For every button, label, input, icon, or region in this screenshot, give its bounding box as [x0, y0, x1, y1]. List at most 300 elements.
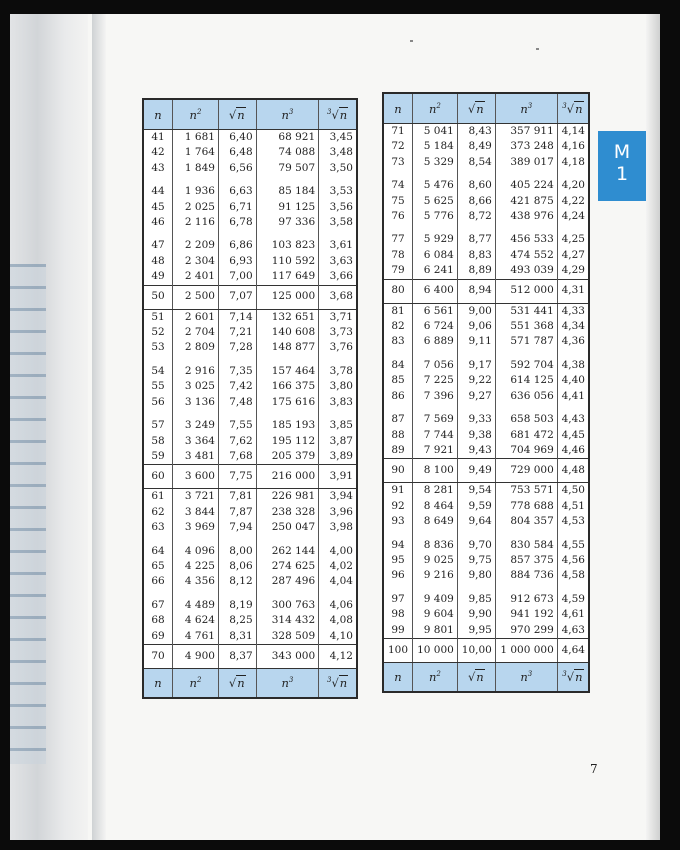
table-row	[383, 174, 589, 193]
cell-n-squared: 3 025	[173, 379, 219, 394]
table-row	[383, 623, 589, 639]
table-row	[143, 269, 357, 285]
cell-n-squared: 3 600	[173, 465, 219, 489]
cell-n-squared: 3 364	[173, 434, 219, 449]
cell-square-root: 8,25	[218, 613, 256, 628]
table-row	[143, 644, 357, 668]
cell-n: 57	[143, 414, 173, 433]
cell-n: 41	[143, 130, 173, 146]
cell-n: 59	[143, 449, 173, 465]
cell-n: 51	[143, 309, 173, 325]
cell-n-cubed: 343 000	[256, 644, 319, 668]
cell-square-root: 7,55	[218, 414, 256, 433]
cell-n: 80	[383, 279, 413, 303]
cell-cube-root: 4,10	[329, 629, 353, 642]
cell-square-root: 9,80	[457, 568, 495, 587]
cell-n-squared: 3 481	[173, 449, 219, 465]
cell-n-cubed: 300 763	[256, 594, 319, 613]
table-row	[143, 449, 357, 465]
table-row	[143, 200, 357, 215]
cell-n-squared: 7 225	[413, 373, 458, 388]
cell-square-root: 7,81	[218, 489, 256, 505]
cell-cube-root: 3,87	[329, 434, 353, 447]
cell-n-squared: 2 601	[173, 309, 219, 325]
table-row	[143, 395, 357, 414]
cell-n-cubed: 195 112	[256, 434, 319, 449]
table-row	[383, 499, 589, 514]
cell-square-root: 8,72	[457, 209, 495, 228]
cell-cube-root: 3,76	[329, 341, 353, 354]
table-row	[143, 520, 357, 539]
cell-square-root: 6,56	[218, 161, 256, 180]
cell-n-squared: 9 604	[413, 607, 458, 622]
cell-n: 60	[143, 465, 173, 489]
cell-n-cubed: 421 875	[495, 194, 557, 209]
cell-n: 64	[143, 540, 173, 559]
cell-n-squared: 2 304	[173, 254, 219, 269]
cell-n-squared: 4 356	[173, 574, 219, 593]
cell-square-root: 8,06	[218, 559, 256, 574]
table-row	[143, 130, 357, 146]
cell-n: 75	[383, 194, 413, 209]
cell-cube-root: 3,68	[319, 285, 357, 309]
table-row	[143, 309, 357, 325]
cell-cube-root: 4,00	[329, 544, 353, 557]
cell-square-root: 9,70	[457, 534, 495, 553]
cell-n-squared: 1 936	[173, 180, 219, 199]
page-edge	[646, 14, 660, 840]
cell-n-squared: 8 100	[413, 459, 458, 483]
cell-square-root: 9,49	[457, 459, 495, 483]
cell-n: 66	[143, 574, 173, 593]
cell-n-squared: 6 889	[413, 334, 458, 353]
table-row	[383, 209, 589, 228]
table-row	[143, 505, 357, 520]
cell-n-squared: 7 056	[413, 354, 458, 373]
cell-cube-root: 4,02	[329, 559, 353, 572]
cell-n-cubed: 91 125	[256, 200, 319, 215]
cell-n: 71	[383, 124, 413, 140]
chapter-tab-number: 1	[615, 163, 629, 185]
cell-n: 81	[383, 303, 413, 319]
table-row	[143, 145, 357, 160]
cell-n-squared: 7 569	[413, 408, 458, 427]
cell-cube-root: 3,58	[329, 216, 353, 229]
table-row	[383, 428, 589, 443]
table-row	[383, 124, 589, 140]
cell-cube-root: 4,56	[561, 553, 585, 566]
cell-cube-root: 4,22	[561, 194, 585, 207]
cell-n-squared: 2 025	[173, 200, 219, 215]
cell-cube-root: 3,96	[329, 505, 353, 518]
cell-square-root: 7,94	[218, 520, 256, 539]
cell-n-cubed: 941 192	[495, 607, 557, 622]
cell-square-root: 8,83	[457, 248, 495, 263]
cell-n-squared: 8 281	[413, 483, 458, 499]
cell-n: 97	[383, 588, 413, 607]
cell-n: 78	[383, 248, 413, 263]
cell-square-root: 9,90	[457, 607, 495, 622]
cell-n-cubed: 117 649	[256, 269, 319, 285]
cell-cube-root: 4,36	[561, 335, 585, 348]
cell-n: 88	[383, 428, 413, 443]
table-row	[383, 319, 589, 334]
cell-n-cubed: 205 379	[256, 449, 319, 465]
cell-cube-root: 3,98	[329, 521, 353, 534]
cell-n-squared: 5 184	[413, 139, 458, 154]
cell-n-cubed: 166 375	[256, 379, 319, 394]
cell-cube-root: 4,12	[319, 644, 357, 668]
cell-n: 70	[143, 644, 173, 668]
footer-n-cubed: $n^3$	[256, 668, 319, 698]
cell-cube-root: 4,59	[561, 592, 585, 605]
cell-n: 46	[143, 215, 173, 234]
cell-n: 72	[383, 139, 413, 154]
cell-n: 63	[143, 520, 173, 539]
cell-n-cubed: 68 921	[256, 130, 319, 146]
table-row	[383, 248, 589, 263]
cell-square-root: 8,12	[218, 574, 256, 593]
table-row	[383, 279, 589, 303]
cell-cube-root: 3,85	[329, 419, 353, 432]
cell-square-root: 9,11	[457, 334, 495, 353]
cell-n: 92	[383, 499, 413, 514]
cell-square-root: 8,60	[457, 174, 495, 193]
cell-square-root: 7,35	[218, 360, 256, 379]
table-row	[143, 613, 357, 628]
table-row	[383, 354, 589, 373]
cell-n: 79	[383, 263, 413, 279]
cell-n-squared: 2 916	[173, 360, 219, 379]
cell-square-root: 6,86	[218, 234, 256, 253]
cell-n-squared: 9 025	[413, 553, 458, 568]
cell-n-squared: 6 561	[413, 303, 458, 319]
table-row	[143, 340, 357, 359]
cell-cube-root: 3,48	[329, 146, 353, 159]
cell-n-squared: 2 401	[173, 269, 219, 285]
footer-n: n	[143, 668, 173, 698]
cell-n-squared: 9 216	[413, 568, 458, 587]
table-row	[383, 638, 589, 662]
cell-n-squared: 2 809	[173, 340, 219, 359]
cell-square-root: 8,49	[457, 139, 495, 154]
cell-n: 82	[383, 319, 413, 334]
cell-n: 90	[383, 459, 413, 483]
cell-square-root: 8,66	[457, 194, 495, 209]
cell-cube-root: 4,40	[561, 374, 585, 387]
cell-n-squared: 5 776	[413, 209, 458, 228]
cell-square-root: 9,22	[457, 373, 495, 388]
cell-n-squared: 8 649	[413, 514, 458, 533]
cell-n-cubed: 512 000	[495, 279, 557, 303]
chapter-tab-letter: M	[613, 141, 631, 163]
table-row	[383, 534, 589, 553]
cell-n-cubed: 74 088	[256, 145, 319, 160]
cell-n-squared: 2 500	[173, 285, 219, 309]
table-row	[383, 408, 589, 427]
table-row	[143, 360, 357, 379]
header-n: n	[143, 99, 173, 130]
cell-n-cubed: 658 503	[495, 408, 557, 427]
cell-n-cubed: 79 507	[256, 161, 319, 180]
cell-square-root: 6,40	[218, 130, 256, 146]
cell-cube-root: 3,94	[329, 490, 353, 503]
cell-n: 53	[143, 340, 173, 359]
cell-n-cubed: 778 688	[495, 499, 557, 514]
cell-n-squared: 7 921	[413, 443, 458, 459]
cell-cube-root: 3,66	[329, 270, 353, 283]
cell-n-squared: 4 489	[173, 594, 219, 613]
table-row	[383, 588, 589, 607]
cell-cube-root: 3,63	[329, 254, 353, 267]
cell-cube-root: 4,31	[557, 279, 589, 303]
cell-n-squared: 2 116	[173, 215, 219, 234]
cell-n-cubed: 857 375	[495, 553, 557, 568]
cell-n: 98	[383, 607, 413, 622]
cell-square-root: 7,07	[218, 285, 256, 309]
cell-n-cubed: 830 584	[495, 534, 557, 553]
cell-cube-root: 4,41	[561, 389, 585, 402]
table-row	[383, 303, 589, 319]
footer-n: n	[383, 662, 413, 692]
cell-cube-root: 3,45	[329, 131, 353, 143]
cell-n: 58	[143, 434, 173, 449]
table-row	[143, 489, 357, 505]
table-row	[143, 540, 357, 559]
table-row	[143, 254, 357, 269]
cell-cube-root: 4,64	[557, 638, 589, 662]
cell-n-cubed: 132 651	[256, 309, 319, 325]
table-row	[143, 161, 357, 180]
cell-n: 94	[383, 534, 413, 553]
cell-square-root: 7,62	[218, 434, 256, 449]
table-row	[143, 559, 357, 574]
cell-n-cubed: 85 184	[256, 180, 319, 199]
cell-n-cubed: 474 552	[495, 248, 557, 263]
table-row	[383, 389, 589, 408]
table-row	[143, 434, 357, 449]
cell-square-root: 9,59	[457, 499, 495, 514]
page-gutter	[92, 14, 106, 840]
header-n-cubed: $n^3$	[256, 99, 319, 130]
table-row	[383, 443, 589, 459]
cell-square-root: 9,75	[457, 553, 495, 568]
cell-n-squared: 7 396	[413, 389, 458, 408]
cell-n-squared: 6 724	[413, 319, 458, 334]
powers-roots-table-left	[142, 98, 358, 699]
cell-n-cubed: 314 432	[256, 613, 319, 628]
cell-n: 77	[383, 228, 413, 247]
header-cube-root: $^3$√n	[319, 99, 357, 130]
cell-square-root: 7,48	[218, 395, 256, 414]
footer-n-squared: $n^2$	[173, 668, 219, 698]
cell-square-root: 9,33	[457, 408, 495, 427]
cell-n-cubed: 250 047	[256, 520, 319, 539]
cell-n-cubed: 681 472	[495, 428, 557, 443]
cell-cube-root: 3,61	[329, 239, 353, 252]
cell-n-cubed: 185 193	[256, 414, 319, 433]
table-row	[143, 379, 357, 394]
cell-n: 95	[383, 553, 413, 568]
cell-cube-root: 4,24	[561, 210, 585, 223]
cell-square-root: 9,43	[457, 443, 495, 459]
cell-n-cubed: 389 017	[495, 155, 557, 174]
cell-cube-root: 3,50	[329, 161, 353, 174]
cell-n-cubed: 636 056	[495, 389, 557, 408]
header-cube-root: $^3$√n	[557, 93, 589, 124]
cell-square-root: 8,54	[457, 155, 495, 174]
cell-square-root: 8,43	[457, 124, 495, 140]
cell-n-cubed: 226 981	[256, 489, 319, 505]
cell-n-squared: 10 000	[413, 638, 458, 662]
cell-square-root: 8,94	[457, 279, 495, 303]
cell-cube-root: 4,06	[329, 598, 353, 611]
cell-cube-root: 4,51	[561, 499, 585, 512]
cell-n-cubed: 373 248	[495, 139, 557, 154]
cell-n-squared: 3 844	[173, 505, 219, 520]
cell-square-root: 8,19	[218, 594, 256, 613]
cell-square-root: 9,95	[457, 623, 495, 639]
cell-cube-root: 3,53	[329, 185, 353, 198]
cell-cube-root: 4,33	[561, 304, 585, 317]
cell-n-squared: 4 096	[173, 540, 219, 559]
cell-cube-root: 4,04	[329, 575, 353, 588]
cell-n: 83	[383, 334, 413, 353]
cell-n-squared: 2 209	[173, 234, 219, 253]
table-row	[143, 574, 357, 593]
cell-n: 47	[143, 234, 173, 253]
cell-square-root: 9,85	[457, 588, 495, 607]
cell-n-cubed: 157 464	[256, 360, 319, 379]
cell-n: 42	[143, 145, 173, 160]
table-row	[143, 285, 357, 309]
cell-n: 100	[383, 638, 413, 662]
cell-square-root: 7,87	[218, 505, 256, 520]
table-row	[383, 459, 589, 483]
footer-square-root: √n	[218, 668, 256, 698]
cell-cube-root: 4,48	[557, 459, 589, 483]
cell-n-squared: 3 969	[173, 520, 219, 539]
table-row	[143, 414, 357, 433]
cell-n: 74	[383, 174, 413, 193]
cell-n-squared: 5 625	[413, 194, 458, 209]
table-row	[383, 607, 589, 622]
header-n-cubed: $n^3$	[495, 93, 557, 124]
cell-n: 54	[143, 360, 173, 379]
cell-n-squared: 9 801	[413, 623, 458, 639]
header-square-root: √n	[457, 93, 495, 124]
cell-n-squared: 5 929	[413, 228, 458, 247]
cell-n: 76	[383, 209, 413, 228]
cell-n-cubed: 357 911	[495, 124, 557, 140]
cell-n-squared: 5 329	[413, 155, 458, 174]
footer-cube-root: $^3$√n	[319, 668, 357, 698]
table-row	[383, 373, 589, 388]
cell-n: 87	[383, 408, 413, 427]
cell-square-root: 9,00	[457, 303, 495, 319]
table-row	[383, 194, 589, 209]
cell-n-cubed: 1 000 000	[495, 638, 557, 662]
cell-n: 43	[143, 161, 173, 180]
cell-n-cubed: 493 039	[495, 263, 557, 279]
cell-n-squared: 6 400	[413, 279, 458, 303]
cell-cube-root: 4,50	[561, 484, 585, 497]
cell-n-cubed: 571 787	[495, 334, 557, 353]
cell-n-squared: 1 681	[173, 130, 219, 146]
cell-n: 69	[143, 629, 173, 645]
cell-cube-root: 4,38	[561, 358, 585, 371]
cell-cube-root: 4,55	[561, 538, 585, 551]
cell-square-root: 6,93	[218, 254, 256, 269]
cell-n: 52	[143, 325, 173, 340]
cell-n-cubed: 704 969	[495, 443, 557, 459]
cell-n-squared: 9 409	[413, 588, 458, 607]
cell-cube-root: 3,56	[329, 200, 353, 213]
cell-n: 93	[383, 514, 413, 533]
cell-n-cubed: 216 000	[256, 465, 319, 489]
cell-n-cubed: 456 533	[495, 228, 557, 247]
cell-square-root: 6,63	[218, 180, 256, 199]
cell-n-squared: 6 084	[413, 248, 458, 263]
header-square-root: √n	[218, 99, 256, 130]
cell-n-squared: 3 249	[173, 414, 219, 433]
table-row	[383, 334, 589, 353]
cell-n-cubed: 729 000	[495, 459, 557, 483]
footer-n-squared: $n^2$	[413, 662, 458, 692]
cell-cube-root: 4,29	[561, 264, 585, 277]
cell-square-root: 9,27	[457, 389, 495, 408]
cell-cube-root: 4,58	[561, 569, 585, 582]
cell-n-squared: 4 225	[173, 559, 219, 574]
cell-n-cubed: 97 336	[256, 215, 319, 234]
cell-n-squared: 5 041	[413, 124, 458, 140]
cell-n: 48	[143, 254, 173, 269]
cell-cube-root: 4,25	[561, 233, 585, 246]
table-row	[383, 139, 589, 154]
cell-square-root: 8,77	[457, 228, 495, 247]
cell-cube-root: 4,61	[561, 608, 585, 621]
table-row	[143, 594, 357, 613]
cell-square-root: 7,42	[218, 379, 256, 394]
cell-n-squared: 1 849	[173, 161, 219, 180]
table-row	[383, 568, 589, 587]
cell-square-root: 7,68	[218, 449, 256, 465]
cell-n-cubed: 438 976	[495, 209, 557, 228]
cell-n-cubed: 110 592	[256, 254, 319, 269]
cell-n-squared: 2 704	[173, 325, 219, 340]
table-row	[383, 228, 589, 247]
table-row	[143, 215, 357, 234]
cell-cube-root: 3,89	[329, 449, 353, 462]
cell-n: 91	[383, 483, 413, 499]
cell-n-cubed: 238 328	[256, 505, 319, 520]
cell-n-cubed: 753 571	[495, 483, 557, 499]
cell-n: 44	[143, 180, 173, 199]
cell-square-root: 9,06	[457, 319, 495, 334]
table-row	[383, 514, 589, 533]
table-row	[383, 483, 589, 499]
cell-n: 85	[383, 373, 413, 388]
cell-n-cubed: 614 125	[495, 373, 557, 388]
cell-n-squared: 1 764	[173, 145, 219, 160]
cell-square-root: 6,71	[218, 200, 256, 215]
cell-square-root: 9,38	[457, 428, 495, 443]
cell-n-cubed: 804 357	[495, 514, 557, 533]
cell-n-squared: 4 900	[173, 644, 219, 668]
cell-n-cubed: 884 736	[495, 568, 557, 587]
cell-n-cubed: 970 299	[495, 623, 557, 639]
table-row	[143, 629, 357, 645]
